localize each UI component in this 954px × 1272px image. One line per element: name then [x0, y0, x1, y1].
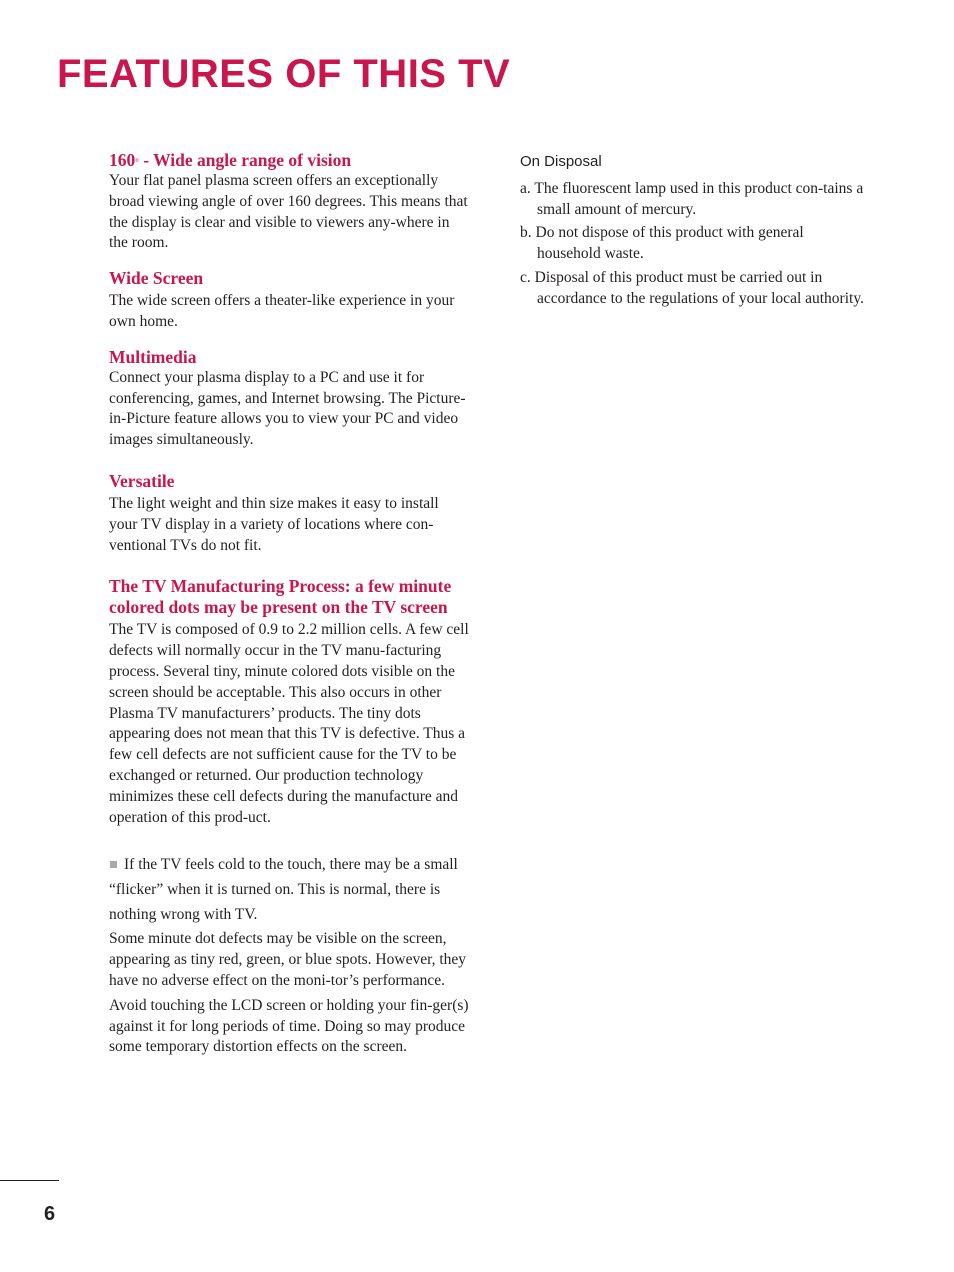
degree-symbol: °	[135, 157, 139, 167]
section-heading-wide-screen: Wide Screen	[109, 268, 204, 289]
section-manufacturing	[109, 576, 471, 828]
heading-number: 160	[109, 150, 136, 170]
section-body-multimedia: Connect your plasma display to a PC and use it for conferencing, games, and Internet browsing. The Picture-in-Picture feature allows you to view your PC and video images simultaneously.	[109, 368, 466, 449]
disposal-item-a: a. The fluorescent lamp used in this product con-tains a small amount of mercury.	[520, 179, 864, 218]
section-multimedia	[109, 347, 471, 451]
section-heading-manufacturing: The TV Manufacturing Process: a few minute colored dots may be present on the TV screen	[109, 576, 452, 618]
footer-rule	[0, 1180, 59, 1181]
section-body-manufacturing: The TV is composed of 0.9 to 2.2 million cells. A few cell defects will normally occur in the TV manu-facturing process. Several tiny, minute colored dots visible on the screen should be acceptable. This also occurs in other Plasma TV manufacturers’ products. The tiny dots appearing does not mean that this TV is defective. Thus a few cell defects are not sufficient cause for the TV to be exchanged or returned. Our production technology minimizes these cell defects during the manufacture and operation of this prod-uct.	[109, 621, 469, 826]
section-body-versatile: The light weight and thin size makes it easy to install your TV display in a variety of locations where con-ventional TVs do not fit.	[109, 494, 439, 554]
page-number: 6	[44, 1203, 56, 1225]
disposal-item-b: b. Do not dispose of this product with general household waste.	[520, 224, 804, 263]
right-column	[520, 150, 865, 313]
note-cold-flicker	[109, 852, 471, 927]
section-wide-screen	[109, 268, 471, 333]
paragraph-avoid-touching: Avoid touching the LCD screen or holding your fin-ger(s) against it for long periods of time. Doing so may produce some temporary distortion effects on the screen.	[109, 996, 469, 1056]
section-heading-wide-angle	[109, 150, 471, 171]
section-body-wide-screen: The wide screen offers a theater-like experience in your own home.	[109, 292, 455, 330]
heading-text: - Wide angle range of vision	[138, 150, 352, 170]
page-title: FEATURES OF THIS TV	[57, 52, 511, 96]
square-bullet-icon	[110, 861, 117, 868]
section-body-wide-angle: Your flat panel plasma screen offers an exceptionally broad viewing angle of over 160 degrees. This means that the display is clear and visible to viewers any-where in the room.	[109, 172, 468, 252]
section-wide-angle	[109, 150, 471, 254]
left-column	[109, 150, 471, 1058]
disposal-item-c: c. Disposal of this product must be carried out in accordance to the regulations of your local authority.	[520, 268, 864, 307]
section-heading-multimedia: Multimedia	[109, 346, 197, 367]
disposal-heading: On Disposal	[520, 153, 602, 170]
paragraph-dot-defects: Some minute dot defects may be visible on the screen, appearing as tiny red, green, or blue spots. However, they have no adverse effect on the moni-tor’s performance.	[109, 930, 467, 989]
note-text: If the TV feels cold to the touch, there may be a small “flicker” when it is turned on. This is normal, there is nothing wrong with TV.	[109, 856, 458, 924]
section-versatile	[109, 471, 471, 556]
section-heading-versatile: Versatile	[109, 470, 175, 491]
